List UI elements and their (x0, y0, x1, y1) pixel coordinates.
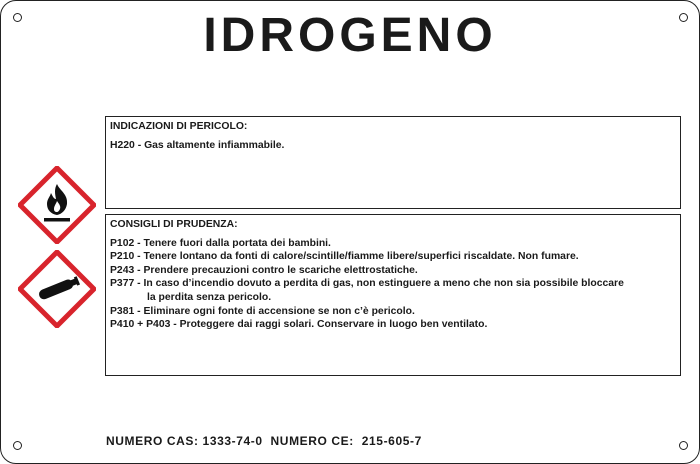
precaution-statement: P410 + P403 - Proteggere dai raggi solari. Conservare in luogo ben ventilato. (110, 319, 488, 331)
precaution-statement: P381 - Eliminare ogni fonte di accensione se non c’è pericolo. (110, 305, 415, 317)
precaution-statement: P243 - Prendere precauzioni contro le scariche elettrostatiche. (110, 264, 418, 276)
precaution-statement: P377 - In caso d’incendio dovuto a perdita di gas, non estinguere a meno che non sia possibile bloccare (110, 278, 624, 290)
gas-cylinder-icon (18, 250, 96, 328)
identifier-footer (106, 434, 422, 448)
mounting-hole-bottom-left (13, 441, 22, 450)
precaution-heading: CONSIGLI DI PRUDENZA: (110, 219, 238, 230)
hazard-statement: H220 - Gas altamente infiammabile. (110, 139, 285, 151)
hazard-heading: INDICAZIONI DI PERICOLO: (110, 121, 248, 132)
hazard-statements-box (105, 116, 681, 209)
sign-title: IDROGENO (203, 9, 497, 62)
cas-number: 1333-74-0 (202, 434, 263, 448)
mounting-hole-bottom-right (679, 441, 688, 450)
precaution-statement: P210 - Tenere lontano da fonti di calore/scintille/fiamme libere/superfici riscaldate. Non fumare. (110, 251, 579, 263)
precaution-statement: P102 - Tenere fuori dalla portata dei bambini. (110, 237, 331, 249)
ce-number: 215-605-7 (361, 434, 422, 448)
ce-label: NUMERO CE: (270, 434, 354, 448)
precaution-statement-continuation: la perdita senza pericolo. (147, 291, 272, 303)
flame-icon (18, 166, 96, 244)
cas-label: NUMERO CAS: (106, 434, 199, 448)
precaution-statements-box (105, 214, 681, 376)
